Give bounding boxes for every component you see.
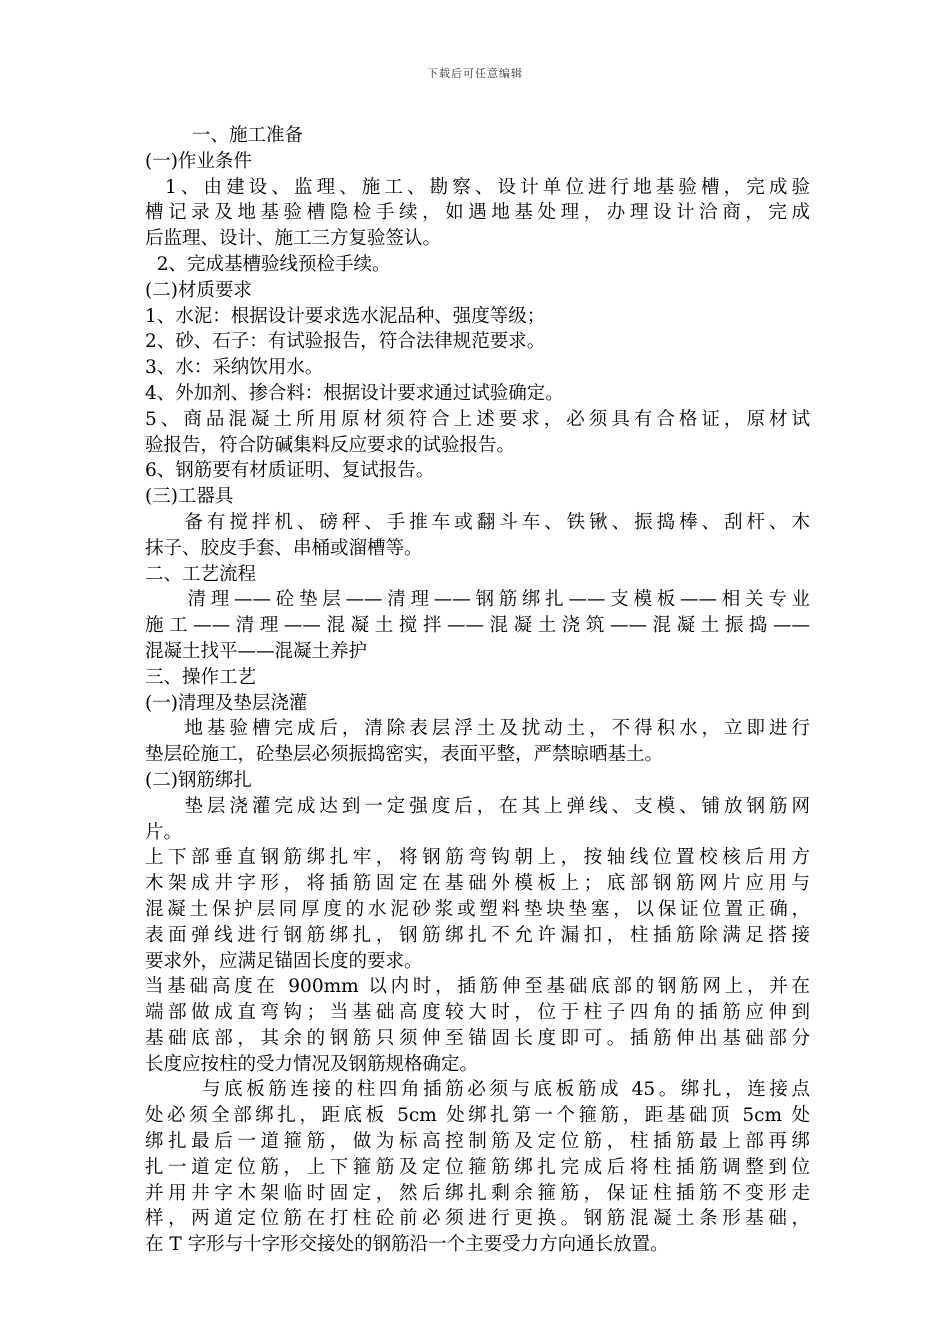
text-line: 清理——砼垫层——清理——钢筋绑扎——支模板——相关专业 <box>145 589 810 611</box>
text-line: 并用井字木架临时固定，然后绑扎剩余箍筋，保证柱插筋不变形走 <box>145 1182 810 1204</box>
text-line: (二)钢筋绑扎 <box>145 769 252 791</box>
text-line: (一)作业条件 <box>145 150 252 172</box>
text-line: (一)清理及垫层浇灌 <box>145 692 308 714</box>
text-line: 5、商品混凝土所用原材须符合上述要求，必须具有合格证，原材试 <box>145 408 810 430</box>
text-line: 6、钢筋要有材质证明、复试报告。 <box>145 460 435 482</box>
text-line: 混凝土找平——混凝土养护 <box>145 640 368 662</box>
text-line: 当基础高度在 900mm 以内时，插筋伸至基础底部的钢筋网上，并在 <box>145 976 810 998</box>
text-line: 表面弹线进行钢筋绑扎，钢筋绑扎不允许漏扣，柱插筋除满足搭接 <box>145 924 810 946</box>
text-line: 施工——清理——混凝土搅拌——混凝土浇筑——混凝土振捣—— <box>145 615 810 637</box>
text-line: 4、外加剂、掺合料：根据设计要求通过试验确定。 <box>145 382 564 404</box>
text-line: 槽记录及地基验槽隐检手续，如遇地基处理，办理设计洽商，完成 <box>145 202 810 224</box>
document-body <box>145 123 810 1258</box>
text-line: 片。 <box>145 821 183 843</box>
page-header: 下载后可任意编辑 <box>427 67 523 80</box>
text-line: 地基验槽完成后，清除表层浮土及扰动土，不得积水，立即进行 <box>145 718 810 740</box>
text-line: 2、砂、石子：有试验报告，符合法律规范要求。 <box>145 331 546 353</box>
text-line: 长度应按柱的受力情况及钢筋规格确定。 <box>145 1053 479 1075</box>
text-line: 抹子、胶皮手套、串桶或溜槽等。 <box>145 537 423 559</box>
text-line: 二、工艺流程 <box>145 563 257 585</box>
text-line: 2、完成基槽验线预检手续。 <box>145 253 391 275</box>
text-line: 上下部垂直钢筋绑扎牢，将钢筋弯钩朝上，按轴线位置校核后用方 <box>145 847 810 869</box>
text-line: 端部做成直弯钩；当基础高度较大时，位于柱子四角的插筋应伸到 <box>145 1002 810 1024</box>
text-line: 3、水：采纳饮用水。 <box>145 357 324 379</box>
text-line: 后监理、设计、施工三方复验签认。 <box>145 228 442 250</box>
text-line: 备有搅拌机、磅秤、手推车或翻斗车、铁锹、振捣棒、刮杆、木 <box>145 511 810 533</box>
text-line: 基础底部，其余的钢筋只须伸至锚固长度即可。插筋伸出基础部分 <box>145 1027 810 1049</box>
text-line: 1、水泥：根据设计要求选水泥品种、强度等级； <box>145 305 546 327</box>
text-line: 扎一道定位筋，上下箍筋及定位箍筋绑扎完成后将柱插筋调整到位 <box>145 1156 810 1178</box>
text-line: 木架成井字形，将插筋固定在基础外模板上；底部钢筋网片应用与 <box>145 873 810 895</box>
text-line: 垫层浇灌完成达到一定强度后，在其上弹线、支模、铺放钢筋网 <box>145 795 810 817</box>
text-line: 验报告，符合防碱集料反应要求的试验报告。 <box>145 434 516 456</box>
text-line: 一、施工准备 <box>145 125 304 146</box>
text-line: 绑扎最后一道箍筋，做为标高控制筋及定位筋，柱插筋最上部再绑 <box>145 1131 810 1153</box>
text-line: 要求外，应满足锚固长度的要求。 <box>145 950 423 972</box>
text-line: 混凝土保护层同厚度的水泥砂浆或塑料垫块垫塞，以保证位置正确， <box>145 898 810 920</box>
text-line: 与底板筋连接的柱四角插筋必须与底板筋成 45。绑扎，连接点 <box>145 1079 810 1101</box>
text-line: (三)工器具 <box>145 486 234 508</box>
text-line: 三、操作工艺 <box>145 666 257 688</box>
text-line: 样，两道定位筋在打柱砼前必须进行更换。钢筋混凝土条形基础， <box>145 1208 810 1230</box>
text-line: 在 T 字形与十字形交接处的钢筋沿一个主要受力方向通长放置。 <box>145 1234 669 1256</box>
text-line: 处必须全部绑扎，距底板 5cm 处绑扎第一个箍筋，距基础顶 5cm 处 <box>145 1105 810 1127</box>
text-line: 1、由建设、监理、施工、勘察、设计单位进行地基验槽，完成验 <box>145 176 810 198</box>
text-line: (二)材质要求 <box>145 279 252 301</box>
text-line: 垫层砼施工，砼垫层必须振捣密实，表面平整，严禁晾晒基土。 <box>145 744 664 766</box>
